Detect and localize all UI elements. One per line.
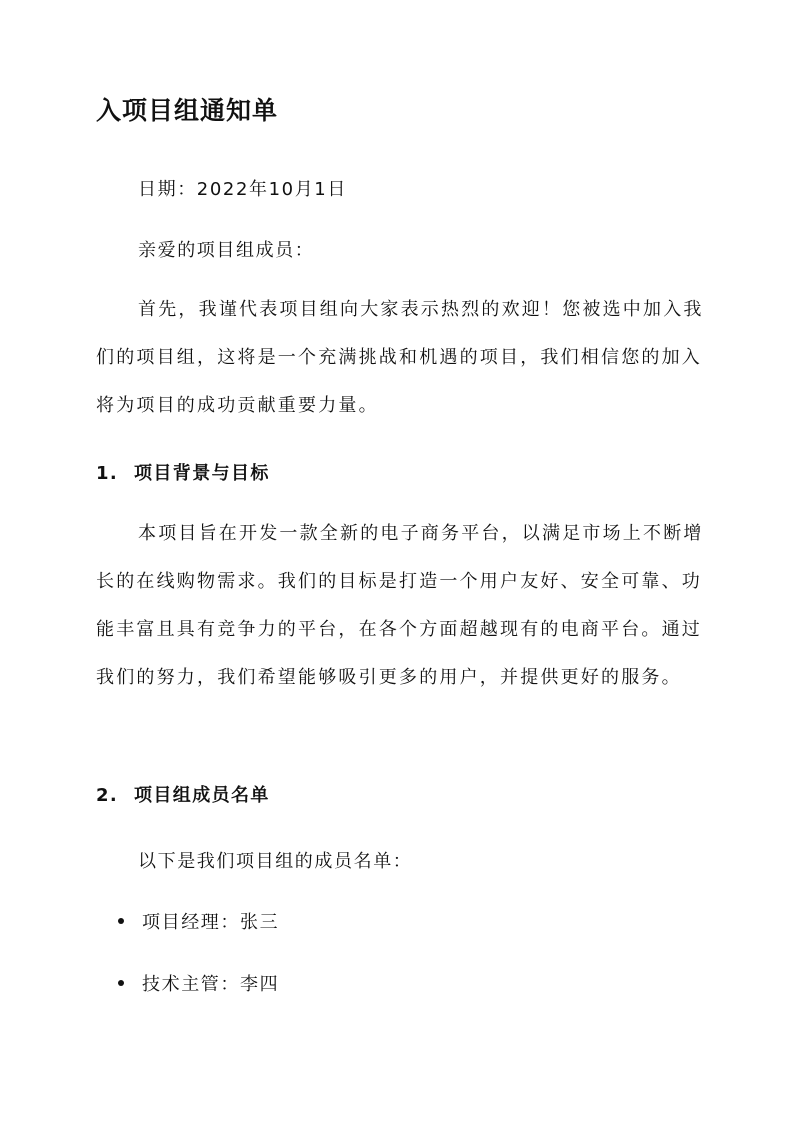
date-line: 日期：2022年10月1日 bbox=[138, 179, 347, 200]
section-heading-members bbox=[96, 781, 270, 807]
bullet-icon bbox=[118, 980, 124, 986]
background-paragraph: 本项目旨在开发一款全新的电子商务平台，以满足市场上不断增长的在线购物需求。我们的目标是打造一个用户友好、安全可靠、功能丰富且具有竞争力的平台，在各个方面超越现有的电商平台。通过我们的努力，我们希望能够吸引更多的用户，并提供更好的服务。 bbox=[96, 523, 704, 688]
document-title: 入项目组通知单 bbox=[96, 96, 279, 125]
member-text: 项目经理：张三 bbox=[142, 912, 280, 933]
list-item bbox=[118, 970, 279, 996]
bullet-icon bbox=[118, 918, 124, 924]
section-heading-background bbox=[96, 459, 270, 485]
intro-paragraph: 首先，我谨代表项目组向大家表示热烈的欢迎！您被选中加入我们的项目组，这将是一个充满挑战和机遇的项目，我们相信您的加入将为项目的成功贡献重要力量。 bbox=[96, 299, 704, 416]
section-title: 项目背景与目标 bbox=[134, 463, 270, 484]
members-intro: 以下是我们项目组的成员名单： bbox=[138, 851, 413, 872]
section-title: 项目组成员名单 bbox=[134, 785, 270, 806]
member-text: 技术主管：李四 bbox=[142, 974, 280, 995]
greeting: 亲爱的项目组成员： bbox=[138, 240, 315, 261]
section-number: 1. bbox=[96, 463, 119, 484]
section-number: 2. bbox=[96, 785, 119, 806]
list-item bbox=[118, 908, 279, 934]
